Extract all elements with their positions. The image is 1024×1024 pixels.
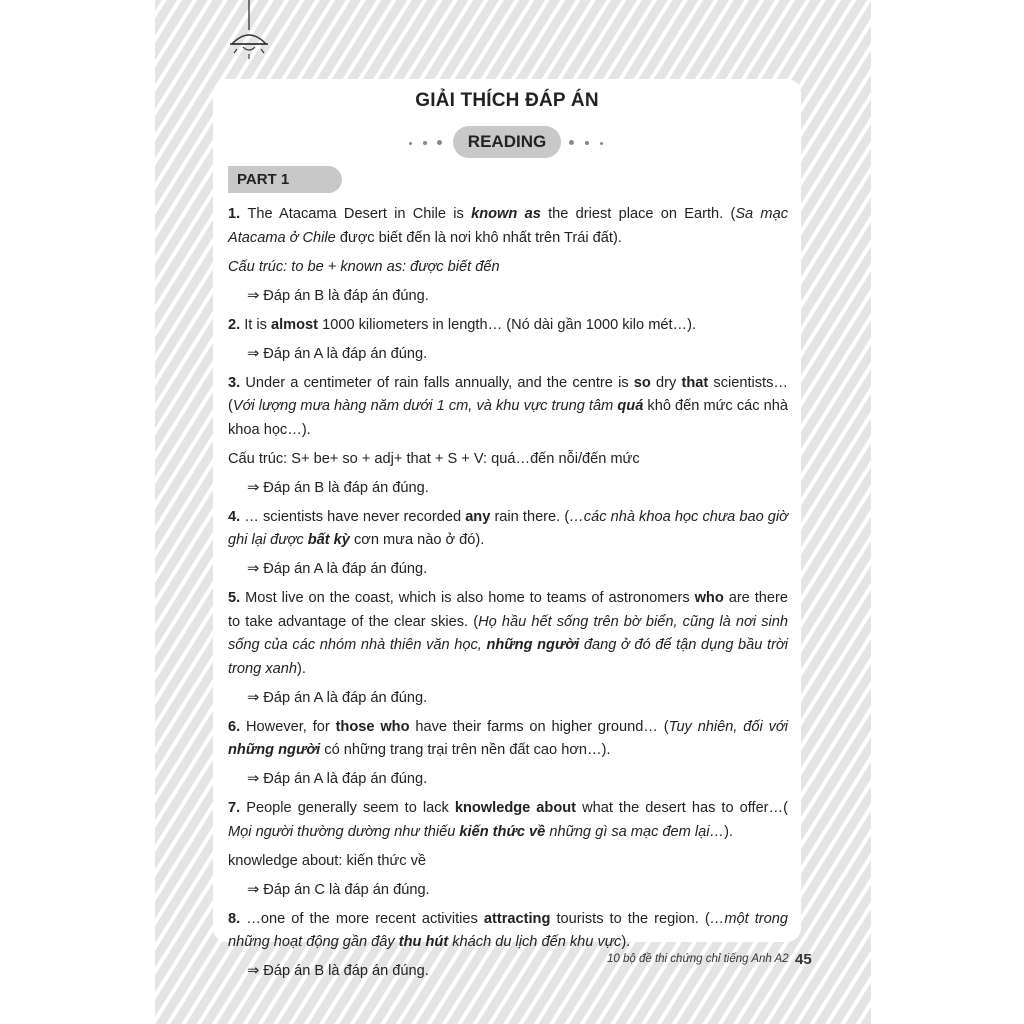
explanation-paragraph xyxy=(228,850,788,874)
text-segment: khách du lịch đến khu vực xyxy=(448,934,622,950)
text-segment: ). xyxy=(724,823,733,840)
text-segment: đang ở đó để tận dụng bầu trời trong xanh xyxy=(228,637,788,677)
text-segment: Tuy nhiên, đối với xyxy=(668,718,788,735)
text-segment: Mọi người thường dường như thiếu xyxy=(228,823,460,840)
text-segment: Under a centimeter of rain falls annually, and the centre is xyxy=(245,374,634,391)
answer-explanations xyxy=(228,203,788,989)
explanation-paragraph xyxy=(228,314,788,338)
lamp-icon xyxy=(228,0,274,64)
text-segment: ⇒ Đáp án A là đáp án đúng. xyxy=(247,345,428,362)
part-badge: PART 1 xyxy=(228,166,342,193)
text-segment: dry xyxy=(650,374,682,391)
text-segment: People generally seem to lack xyxy=(246,800,455,816)
text-segment: that xyxy=(681,374,709,391)
answer-line xyxy=(228,879,788,903)
text-segment: những người xyxy=(228,742,321,758)
text-segment: thu hút xyxy=(398,934,449,950)
text-segment: any xyxy=(465,508,491,525)
text-segment: Với lượng mưa hàng năm dưới 1 cm, và khu vực trung tâm xyxy=(232,398,618,414)
text-segment: ⇒ Đáp án B là đáp án đúng. xyxy=(247,963,429,979)
text-segment: are there to take advantage of the clear skies. ( xyxy=(228,590,788,630)
explanation-paragraph xyxy=(228,372,788,443)
text-segment: scientists… ( xyxy=(228,374,788,414)
explanation-paragraph xyxy=(228,203,788,250)
text-segment: Sa mạc Atacama ở Chile xyxy=(228,206,788,246)
text-segment: cơn mưa nào ở đó). xyxy=(349,532,485,548)
explanation-paragraph xyxy=(228,716,788,763)
text-segment: những gì sa mạc đem lại… xyxy=(545,823,725,840)
explanation-paragraph xyxy=(228,908,788,955)
text-segment: 1. xyxy=(228,206,248,222)
explanation-paragraph xyxy=(228,587,788,681)
text-segment: ⇒ Đáp án C là đáp án đúng. xyxy=(247,881,430,898)
text-segment: 1000 kiliometers in length… (Nó dài gần 1000 kilo mét…). xyxy=(318,316,697,333)
right-dots xyxy=(569,141,609,145)
answer-line xyxy=(228,285,788,309)
text-segment: … scientists have never recorded xyxy=(244,508,466,525)
answer-line xyxy=(228,768,788,792)
text-segment: 6. xyxy=(228,718,247,735)
text-segment: almost xyxy=(271,316,319,333)
explanation-paragraph xyxy=(228,506,788,553)
text-segment: known as xyxy=(471,206,541,222)
text-segment: tourists to the region. ( xyxy=(550,910,710,927)
answer-line xyxy=(228,558,788,582)
text-segment: ). xyxy=(621,934,631,950)
text-segment: quá xyxy=(617,398,644,414)
text-segment: những người xyxy=(486,637,580,653)
text-segment: bất kỳ xyxy=(307,532,350,548)
text-segment: have their farms on higher ground… ( xyxy=(409,718,669,735)
text-segment: Cấu trúc: to be + known as: được biết đến xyxy=(228,258,500,275)
text-segment: …các nhà khoa học chưa bao giờ ghi lại được xyxy=(228,508,788,548)
text-segment: 8. xyxy=(228,910,247,927)
text-segment: attracting xyxy=(483,910,551,927)
text-segment: được biết đến là nơi khô nhất trên Trái đất). xyxy=(335,229,626,246)
text-segment: 3. xyxy=(228,374,246,391)
answer-line xyxy=(228,477,788,501)
text-segment: …one of the more recent activities xyxy=(246,910,484,927)
explanation-paragraph xyxy=(228,448,788,472)
text-segment: ). xyxy=(296,660,306,677)
text-segment: the driest place on Earth. ( xyxy=(540,206,736,222)
text-segment: what the desert has to offer…( xyxy=(576,800,788,816)
text-segment: knowledge about: kiến thức về xyxy=(228,852,426,869)
page-number: 45 xyxy=(795,951,812,968)
section-badge: READING xyxy=(453,126,561,158)
text-segment: Cấu trúc: S+ be+ so + adj+ that + S + V: quá…đến nỗi/đến mức xyxy=(228,450,640,467)
text-segment: ⇒ Đáp án A là đáp án đúng. xyxy=(247,561,428,577)
answer-line xyxy=(228,343,788,367)
text-segment: khô đến mức các nhà khoa học…). xyxy=(228,398,788,438)
explanation-paragraph xyxy=(228,256,788,280)
text-segment: 5. xyxy=(228,590,246,606)
text-segment: ⇒ Đáp án B là đáp án đúng. xyxy=(247,479,429,496)
text-segment: so xyxy=(633,374,651,391)
text-segment: 2. xyxy=(228,316,245,333)
left-dots xyxy=(409,141,449,145)
text-segment: knowledge about xyxy=(454,800,577,816)
section-header xyxy=(213,126,801,160)
text-segment: those who xyxy=(335,718,410,735)
text-segment: It is xyxy=(244,316,271,333)
text-segment: However, for xyxy=(246,718,336,735)
text-segment: …một trong những hoạt động gần đây xyxy=(228,910,788,950)
text-segment: ⇒ Đáp án A là đáp án đúng. xyxy=(247,689,428,706)
text-segment: ⇒ Đáp án B là đáp án đúng. xyxy=(247,287,429,304)
book-title-footer: 10 bộ đề thi chứng chỉ tiếng Anh A2 xyxy=(607,953,789,965)
text-segment: có những trang trại trên nền đất cao hơn…). xyxy=(320,742,611,758)
text-segment: 7. xyxy=(228,800,247,816)
text-segment: 4. xyxy=(228,508,245,525)
text-segment: rain there. ( xyxy=(490,508,570,525)
text-segment: ⇒ Đáp án A là đáp án đúng. xyxy=(247,771,428,787)
page-title: GIẢI THÍCH ĐÁP ÁN xyxy=(415,90,599,111)
book-page xyxy=(155,0,871,1024)
text-segment: kiến thức về xyxy=(459,823,546,840)
text-segment: Most live on the coast, which is also home to teams of astronomers xyxy=(245,590,695,606)
explanation-paragraph xyxy=(228,797,788,844)
answer-line xyxy=(228,687,788,711)
text-segment: The Atacama Desert in Chile is xyxy=(247,206,472,222)
text-segment: Họ hầu hết sống trên bờ biển, cũng là nơi sinh sống của các nhóm nhà thiên văn học, xyxy=(228,613,788,653)
text-segment: who xyxy=(694,590,724,606)
